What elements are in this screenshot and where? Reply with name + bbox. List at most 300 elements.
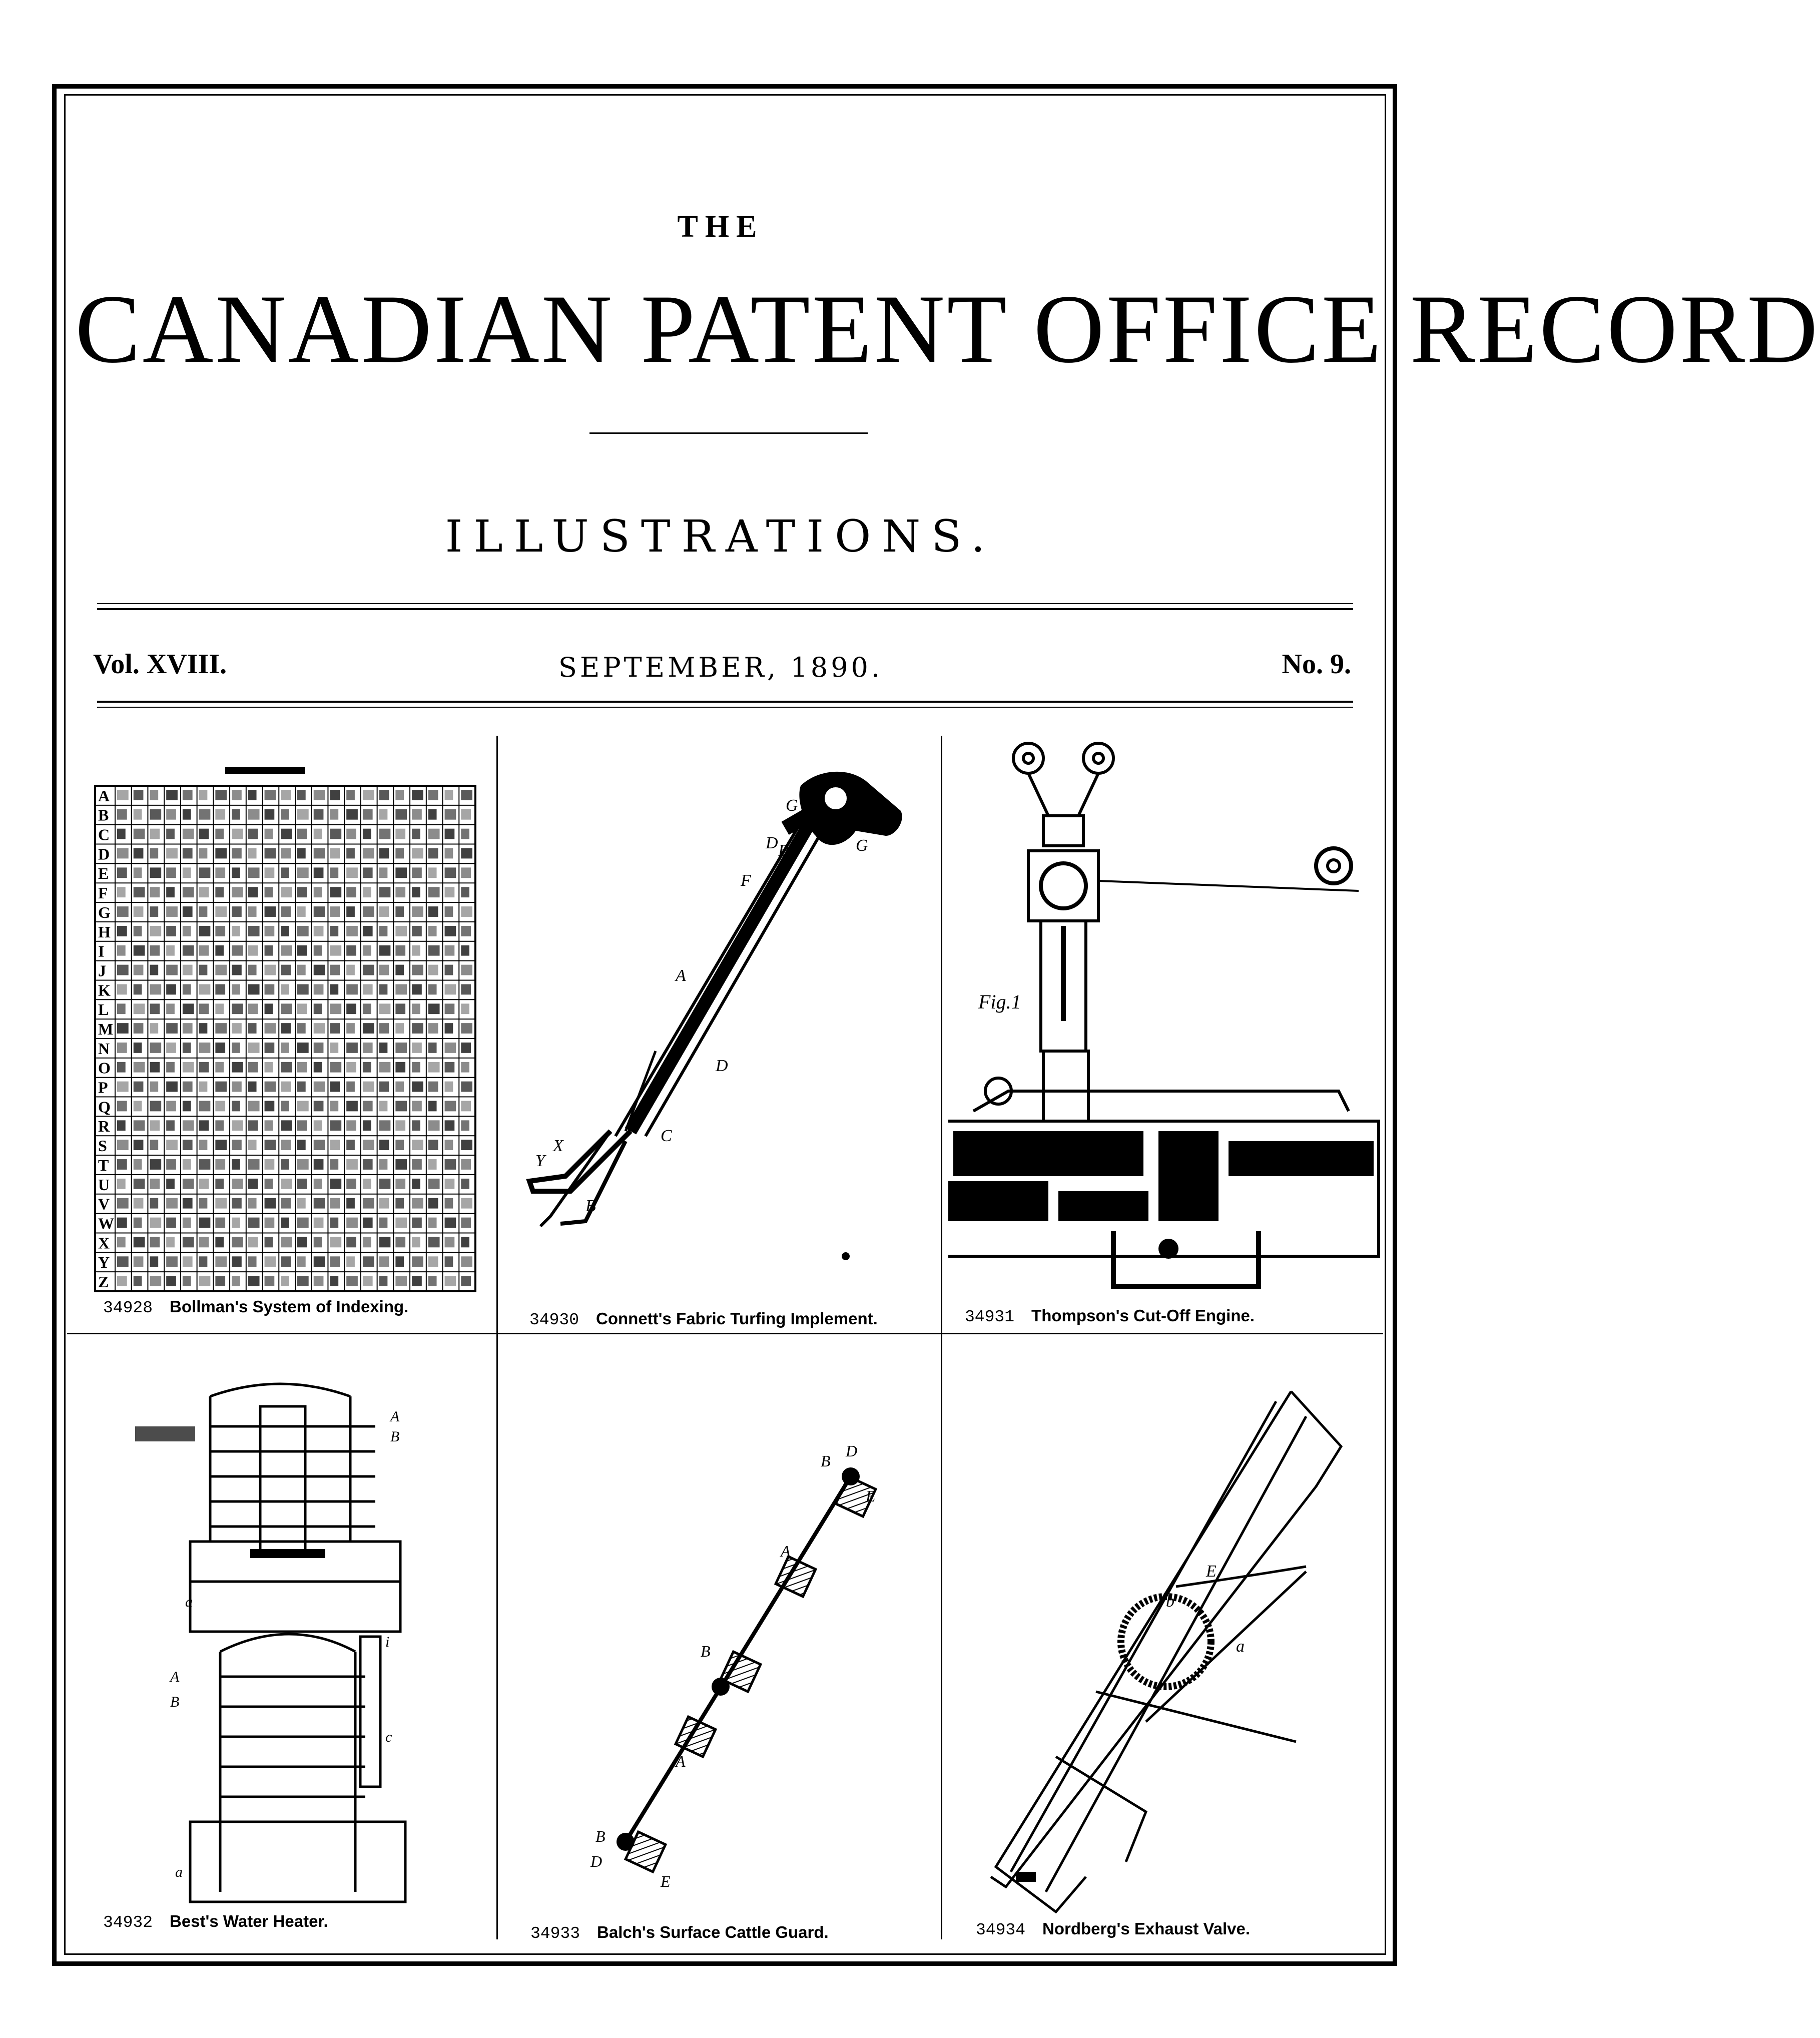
index-letter: J xyxy=(98,961,106,980)
index-cell-mark xyxy=(265,1023,276,1034)
caption-34934 xyxy=(976,1919,1250,1939)
index-cell-mark xyxy=(412,1237,420,1247)
index-cell-mark xyxy=(445,1120,455,1131)
index-cell-mark xyxy=(346,848,355,859)
index-cell-mark xyxy=(183,848,193,859)
index-cell-mark xyxy=(330,867,338,878)
index-cell-mark xyxy=(314,1043,324,1053)
index-letter: S xyxy=(98,1137,107,1155)
index-cell-mark xyxy=(461,1003,469,1014)
index-cell-mark xyxy=(363,1003,371,1014)
index-cell-mark xyxy=(183,1218,191,1228)
index-cell-mark xyxy=(428,1062,440,1073)
index-cell-mark xyxy=(395,1276,407,1286)
index-cell-mark xyxy=(134,1101,142,1112)
index-cell-mark xyxy=(412,1198,423,1209)
index-cell-mark xyxy=(166,1062,175,1073)
index-cell-mark xyxy=(363,848,374,859)
index-cell-mark xyxy=(281,1023,291,1034)
index-cell-mark xyxy=(314,848,325,859)
index-cell-mark xyxy=(166,906,178,917)
index-cell-mark xyxy=(445,1276,456,1286)
index-cell-mark xyxy=(346,926,358,936)
index-cell-mark xyxy=(395,1237,405,1247)
index-cell-mark xyxy=(232,1256,242,1267)
index-cell-mark xyxy=(314,1159,324,1170)
index-letter: P xyxy=(98,1078,108,1097)
index-cell-mark xyxy=(215,926,225,936)
index-cell-mark xyxy=(412,1218,422,1228)
svg-text:A: A xyxy=(390,1408,400,1425)
index-cell-mark xyxy=(330,809,338,820)
index-cell-mark xyxy=(297,887,307,897)
index-cell-mark xyxy=(363,1120,371,1131)
index-cell-mark xyxy=(166,1003,175,1014)
index-cell-mark xyxy=(412,1023,423,1034)
index-cell-mark xyxy=(215,1003,224,1014)
svg-text:a: a xyxy=(175,1864,183,1880)
index-cell-mark xyxy=(265,1198,276,1209)
index-letter: V xyxy=(98,1195,110,1213)
index-cell-mark xyxy=(248,848,257,859)
index-letter: L xyxy=(98,1000,109,1019)
index-cell-mark xyxy=(461,809,471,820)
cut-off-engine-figure xyxy=(948,741,1379,1306)
index-cell-mark xyxy=(134,1082,144,1092)
index-cell-mark xyxy=(117,848,129,859)
index-cell-mark xyxy=(346,1276,358,1286)
svg-text:C: C xyxy=(661,1127,672,1145)
index-cell-mark xyxy=(166,1120,175,1131)
index-cell-mark xyxy=(232,867,240,878)
index-letter: O xyxy=(98,1059,111,1077)
index-cell-mark xyxy=(461,1023,472,1034)
index-cell-mark xyxy=(379,906,389,917)
index-cell-mark xyxy=(297,1179,307,1189)
index-cell-mark xyxy=(150,1003,160,1014)
index-letter: B xyxy=(98,806,109,824)
index-cell-mark xyxy=(395,867,407,878)
index-cell-mark xyxy=(183,1198,193,1209)
index-cell-mark xyxy=(445,945,455,956)
index-cell-mark xyxy=(379,1062,391,1073)
index-cell-mark xyxy=(117,965,129,975)
index-cell-mark xyxy=(445,1140,453,1150)
index-cell-mark xyxy=(232,1159,240,1170)
index-cell-mark xyxy=(395,790,404,800)
index-letter: K xyxy=(98,981,111,999)
index-cell-mark xyxy=(183,1003,194,1014)
index-cell-mark xyxy=(150,1179,160,1189)
index-cell-mark xyxy=(199,926,211,936)
index-cell-mark xyxy=(199,867,211,878)
index-cell-mark xyxy=(363,1140,374,1150)
index-cell-mark xyxy=(314,829,322,839)
index-cell-mark xyxy=(461,829,469,839)
index-cell-mark xyxy=(445,1218,456,1228)
index-cell-mark xyxy=(395,1120,405,1131)
index-cell-mark xyxy=(248,1062,258,1073)
index-cell-mark xyxy=(461,1218,471,1228)
index-cell-mark xyxy=(428,1159,437,1170)
index-cell-mark xyxy=(166,848,178,859)
index-cell-mark xyxy=(363,809,373,820)
index-cell-mark xyxy=(183,790,193,800)
index-cell-mark xyxy=(281,1159,289,1170)
index-cell-mark xyxy=(330,984,338,994)
index-cell-mark xyxy=(314,926,324,936)
index-cell-mark xyxy=(379,887,391,897)
index-cell-mark xyxy=(330,965,340,975)
index-cell-mark xyxy=(297,984,309,994)
index-cell-mark xyxy=(215,829,224,839)
index-cell-mark xyxy=(265,984,275,994)
index-cell-mark xyxy=(232,965,242,975)
index-cell-mark xyxy=(314,809,324,820)
index-cell-mark xyxy=(215,1120,224,1131)
index-cell-mark xyxy=(248,829,258,839)
index-cell-mark xyxy=(363,829,371,839)
index-cell-mark xyxy=(330,906,340,917)
index-cell-mark xyxy=(150,926,161,936)
index-cell-mark xyxy=(330,945,341,956)
index-cell-mark xyxy=(199,1140,208,1150)
index-cell-mark xyxy=(183,984,191,994)
index-cell-mark xyxy=(428,984,437,994)
index-cell-mark xyxy=(297,1276,309,1286)
index-cell-mark xyxy=(281,965,291,975)
index-cell-mark xyxy=(363,867,373,878)
index-cell-mark xyxy=(215,1082,227,1092)
index-cell-mark xyxy=(314,1082,325,1092)
index-cell-mark xyxy=(297,809,309,820)
index-cell-mark xyxy=(281,1198,291,1209)
index-cell-mark xyxy=(346,809,358,820)
index-cell-mark xyxy=(166,1198,178,1209)
index-cell-mark xyxy=(314,984,324,994)
index-cell-mark xyxy=(166,867,176,878)
index-cell-mark xyxy=(346,867,358,878)
index-cell-mark xyxy=(281,1101,289,1112)
index-cell-mark xyxy=(363,945,371,956)
index-cell-mark xyxy=(445,809,456,820)
index-cell-mark xyxy=(346,1043,358,1053)
svg-text:D: D xyxy=(766,834,778,852)
index-cell-mark xyxy=(379,1023,389,1034)
index-cell-mark xyxy=(445,1043,456,1053)
index-cell-mark xyxy=(395,1101,407,1112)
index-cell-mark xyxy=(199,1062,209,1073)
index-cell-mark xyxy=(183,1043,191,1053)
index-cell-mark xyxy=(461,790,472,800)
index-cell-mark xyxy=(150,1218,161,1228)
index-cell-mark xyxy=(134,790,144,800)
index-cell-mark xyxy=(199,945,209,956)
index-cell-mark xyxy=(428,1140,438,1150)
index-cell-mark xyxy=(215,848,227,859)
index-cell-mark xyxy=(428,965,438,975)
index-cell-mark xyxy=(445,965,453,975)
index-cell-mark xyxy=(445,1062,455,1073)
index-cell-mark xyxy=(166,1101,176,1112)
index-cell-mark xyxy=(166,1043,176,1053)
index-cell-mark xyxy=(199,1101,211,1112)
patent-number: 34931 xyxy=(965,1308,1015,1326)
index-cell-mark xyxy=(412,1082,423,1092)
index-cell-mark xyxy=(248,1043,260,1053)
index-cell-mark xyxy=(117,1179,126,1189)
svg-text:X: X xyxy=(553,1137,563,1155)
svg-text:E: E xyxy=(661,1872,671,1890)
index-cell-mark xyxy=(461,1082,472,1092)
index-cell-mark xyxy=(166,945,175,956)
index-cell-mark xyxy=(314,1003,322,1014)
index-cell-mark xyxy=(297,1062,307,1073)
index-cell-mark xyxy=(445,1101,456,1112)
svg-text:B: B xyxy=(701,1642,711,1660)
index-cell-mark xyxy=(166,1276,176,1286)
index-cell-mark xyxy=(297,1023,306,1034)
index-cell-mark xyxy=(199,1218,211,1228)
index-cell-mark xyxy=(183,1101,191,1112)
index-cell-mark xyxy=(314,1101,324,1112)
index-cell-mark xyxy=(215,945,224,956)
index-cell-mark xyxy=(134,867,142,878)
index-cell-mark xyxy=(428,1256,438,1267)
index-cell-mark xyxy=(363,1237,371,1247)
index-cell-mark xyxy=(248,945,258,956)
index-cell-mark xyxy=(117,1256,129,1267)
index-cell-mark xyxy=(428,926,437,936)
index-cell-mark xyxy=(363,790,374,800)
index-cell-mark xyxy=(297,1218,309,1228)
index-cell-mark xyxy=(346,1218,358,1228)
index-cell-mark xyxy=(183,1120,194,1131)
index-cell-mark xyxy=(461,1120,469,1131)
index-cell-mark xyxy=(379,829,391,839)
index-cell-mark xyxy=(346,945,356,956)
index-cell-mark xyxy=(363,984,373,994)
index-cell-mark xyxy=(232,790,242,800)
index-cell-mark xyxy=(346,1140,355,1150)
index-cell-mark xyxy=(281,1082,291,1092)
index-cell-mark xyxy=(183,926,191,936)
index-cell-mark xyxy=(346,906,355,917)
header-rule-bottom-1 xyxy=(97,701,1353,703)
index-cell-mark xyxy=(428,1276,437,1286)
index-cell-mark xyxy=(346,1003,356,1014)
index-cell-mark xyxy=(265,848,276,859)
index-cell-mark xyxy=(199,906,208,917)
index-cell-mark xyxy=(445,1179,455,1189)
index-cell-mark xyxy=(297,1159,309,1170)
index-cell-mark xyxy=(412,945,420,956)
index-cell-mark xyxy=(232,1082,242,1092)
index-letter: N xyxy=(98,1039,110,1058)
index-cell-mark xyxy=(199,1198,208,1209)
index-cell-mark xyxy=(379,1140,389,1150)
index-cell-mark xyxy=(150,1043,161,1053)
svg-text:D: D xyxy=(590,1852,602,1870)
index-cell-mark xyxy=(134,965,144,975)
index-cell-mark xyxy=(412,1159,422,1170)
index-cell-mark xyxy=(428,809,437,820)
index-letter: G xyxy=(98,903,111,921)
index-cell-mark xyxy=(428,848,438,859)
index-cell-mark xyxy=(150,790,158,800)
index-cell-mark xyxy=(346,1023,355,1034)
index-cell-mark xyxy=(166,926,176,936)
index-cell-mark xyxy=(199,1082,208,1092)
index-cell-mark xyxy=(346,1198,355,1209)
index-cell-mark xyxy=(445,848,453,859)
svg-text:E: E xyxy=(866,1487,876,1505)
index-cell-mark xyxy=(117,906,129,917)
index-cell-mark xyxy=(363,1198,374,1209)
index-cell-mark xyxy=(134,1198,144,1209)
index-cell-mark xyxy=(297,1237,307,1247)
index-cell-mark xyxy=(232,1140,242,1150)
index-cell-mark xyxy=(232,1198,242,1209)
index-cell-mark xyxy=(461,926,471,936)
index-cell-mark xyxy=(215,887,224,897)
header-rule-bottom-2 xyxy=(97,707,1353,708)
index-cell-mark xyxy=(248,1003,258,1014)
svg-text:Y: Y xyxy=(535,1152,545,1170)
index-cell-mark xyxy=(199,1003,209,1014)
index-cell-mark xyxy=(395,1159,407,1170)
index-cell-mark xyxy=(379,1043,388,1053)
index-cell-mark xyxy=(346,1179,356,1189)
index-cell-mark xyxy=(150,887,160,897)
index-cell-mark xyxy=(265,1256,276,1267)
index-cell-mark xyxy=(117,829,126,839)
index-cell-mark xyxy=(412,1120,420,1131)
index-cell-mark xyxy=(297,1101,309,1112)
index-cell-mark xyxy=(117,1023,129,1034)
index-cell-mark xyxy=(166,790,178,800)
svg-text:E: E xyxy=(1206,1562,1217,1581)
index-cell-mark xyxy=(461,1043,471,1053)
index-cell-mark xyxy=(281,829,292,839)
index-cell-mark xyxy=(412,1101,422,1112)
index-cell-mark xyxy=(215,1043,225,1053)
title-rule xyxy=(589,432,868,434)
index-cell-mark xyxy=(150,1140,158,1150)
index-cell-mark xyxy=(232,1003,243,1014)
index-cell-mark xyxy=(428,1023,438,1034)
index-cell-mark xyxy=(330,790,340,800)
index-cell-mark xyxy=(265,1120,273,1131)
index-cell-mark xyxy=(248,1082,257,1092)
grid-divider-1 xyxy=(496,736,498,1939)
index-cell-mark xyxy=(363,1062,371,1073)
issue-date: SEPTEMBER, 1890. xyxy=(558,652,883,683)
index-cell-mark xyxy=(166,1159,176,1170)
svg-text:B: B xyxy=(390,1428,400,1445)
index-cell-mark xyxy=(346,1062,356,1073)
index-cell-mark xyxy=(379,1276,388,1286)
index-cell-mark xyxy=(314,1237,322,1247)
index-cell-mark xyxy=(379,945,391,956)
index-cell-mark xyxy=(412,1003,420,1014)
index-cell-mark xyxy=(297,1140,306,1150)
index-cell-mark xyxy=(379,1237,391,1247)
index-cell-mark xyxy=(265,1159,275,1170)
index-cell-mark xyxy=(445,867,456,878)
masthead-title: CANADIAN PATENT OFFICE RECORD xyxy=(75,275,1820,383)
index-cell-mark xyxy=(265,926,275,936)
index-cell-mark xyxy=(265,829,273,839)
index-cell-mark xyxy=(412,1179,420,1189)
index-cell-mark xyxy=(232,984,240,994)
index-cell-mark xyxy=(412,809,422,820)
index-cell-mark xyxy=(248,1276,260,1286)
index-cell-mark xyxy=(117,1276,127,1286)
index-cell-mark xyxy=(248,790,257,800)
index-cell-mark xyxy=(248,926,260,936)
index-cell-mark xyxy=(428,1043,437,1053)
index-cell-mark xyxy=(428,1082,438,1092)
index-cell-mark xyxy=(265,1043,275,1053)
index-cell-mark xyxy=(346,1101,358,1112)
index-cell-mark xyxy=(150,1101,161,1112)
index-cell-mark xyxy=(395,1218,407,1228)
index-cell-mark xyxy=(395,1082,404,1092)
index-cell-mark xyxy=(412,926,422,936)
index-cell-mark xyxy=(183,1179,194,1189)
index-cell-mark xyxy=(412,790,423,800)
index-cell-mark xyxy=(265,790,276,800)
index-cell-mark xyxy=(281,1179,292,1189)
masthead-the: THE xyxy=(677,210,764,244)
index-cell-mark xyxy=(232,1179,243,1189)
index-cell-mark xyxy=(379,984,388,994)
index-cell-mark xyxy=(297,906,306,917)
exhaust-valve-figure xyxy=(996,1381,1356,1922)
index-cell-mark xyxy=(117,926,127,936)
index-cell-mark xyxy=(117,1003,126,1014)
index-cell-mark xyxy=(215,1237,224,1247)
index-cell-mark xyxy=(117,1159,127,1170)
index-cell-mark xyxy=(445,887,455,897)
index-cell-mark xyxy=(199,829,209,839)
index-cell-mark xyxy=(183,1159,191,1170)
index-cell-mark xyxy=(412,1140,423,1150)
svg-text:a: a xyxy=(1236,1637,1245,1656)
index-letter: Y xyxy=(98,1253,110,1272)
index-cell-mark xyxy=(134,945,145,956)
index-letter: D xyxy=(98,845,110,863)
index-cell-mark xyxy=(232,1120,243,1131)
index-cell-mark xyxy=(183,887,194,897)
index-cell-mark xyxy=(379,1120,391,1131)
index-cell-mark xyxy=(314,1023,325,1034)
index-cell-mark xyxy=(215,984,225,994)
index-cell-mark xyxy=(314,1120,322,1131)
index-cell-mark xyxy=(150,809,161,820)
index-cell-mark xyxy=(379,867,388,878)
index-cell-mark xyxy=(461,1140,472,1150)
index-cell-mark xyxy=(330,1179,341,1189)
index-cell-mark xyxy=(265,1276,275,1286)
index-cell-mark xyxy=(134,1120,145,1131)
index-cell-mark xyxy=(379,848,389,859)
index-cell-mark xyxy=(281,1237,292,1247)
index-cell-mark xyxy=(297,848,306,859)
index-cell-mark xyxy=(412,984,422,994)
index-cell-mark xyxy=(412,906,423,917)
